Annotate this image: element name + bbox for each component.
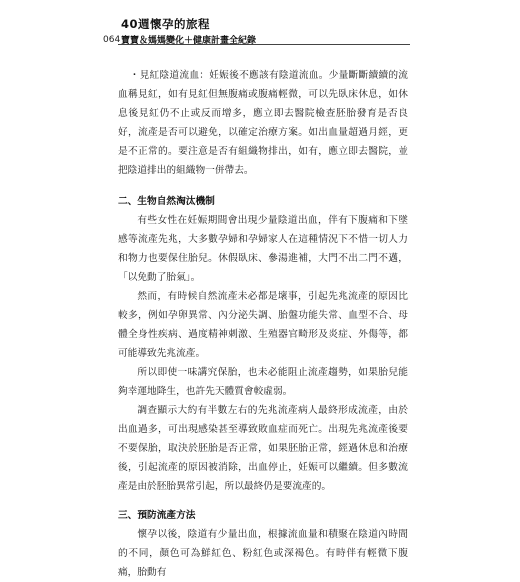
body-paragraph: 有些女性在妊娠期間會出現少量陰道出血，伴有下腹痛和下墜感等流產先兆，大多數孕婦和孕婦家人在這種情況下不惜一切人力和物力也要保住胎兒。休假臥床、參湯進補，大門不出二門不邁，「以免動了胎氣」。 (118, 215, 408, 283)
header-title-row (103, 16, 423, 32)
body-paragraph: 然而，有時候自然流產未必都是壞事，引起先兆流產的原因比較多，例如孕卵異常、內分泌失調、胎盤功能失常、血型不合、母體全身性疾病、過度精神刺激、生殖器官畸形及炎症、外傷等，都可能導致先兆流產。 (118, 291, 408, 359)
bullet-paragraph-bleeding: ・見紅陰道流血：妊娠後不應該有陰道流血。少量斷斷續續的流血稱見紅，如有見紅但無腹痛或腹痛輕微，可以先臥床休息，如休息後見紅仍不止或反而增多，應立即去醫院檢查胚胎發育是否良好，流產是否可以避免，以確定治療方案。如出血量超過月經，更是不正常的。要注意是否有組織物排出，如有，應立即去醫院，並把陰道排出的組織物一併帶去。 (118, 70, 408, 176)
body-paragraph: 懷孕以後，陰道有少量出血，根據流血量和積聚在陰道內時間的不同，顏色可為鮮紅色、粉紅色或深褐色。有時伴有輕微下腹痛，胎動有 (118, 529, 408, 578)
body-paragraph: 所以即使一味講究保胎，也未必能阻止流產趨勢，如果胎兒能夠幸運地降生，也許先天體質會較虛弱。 (118, 367, 408, 397)
section-heading-natural-selection: 二、生物自然淘汰機制 (118, 196, 215, 207)
series-title: 40週懷孕的旅程 (121, 17, 211, 31)
page-body (118, 66, 408, 582)
section-heading-prevention: 三、預防流產方法 (118, 510, 196, 521)
header-subtitle: 寶寶＆媽媽變化＋健康計畫全紀錄 (121, 36, 257, 46)
page-header (103, 16, 423, 46)
header-divider (118, 44, 410, 45)
page-number: 064 (103, 34, 121, 45)
body-paragraph: 調查顯示大約有半數左右的先兆流產病人最終形成流產，由於出血過多，可出現感染甚至導致敗血症而死亡。出現先兆流產後要不要保胎，取決於胚胎是否正常，如果胚胎正常，經過休息和治療後，引起流產的原因被消除，出血停止，妊娠可以繼續。但多數流產是由於胚胎異常引起，所以最終仍是要流產的。 (118, 405, 408, 492)
